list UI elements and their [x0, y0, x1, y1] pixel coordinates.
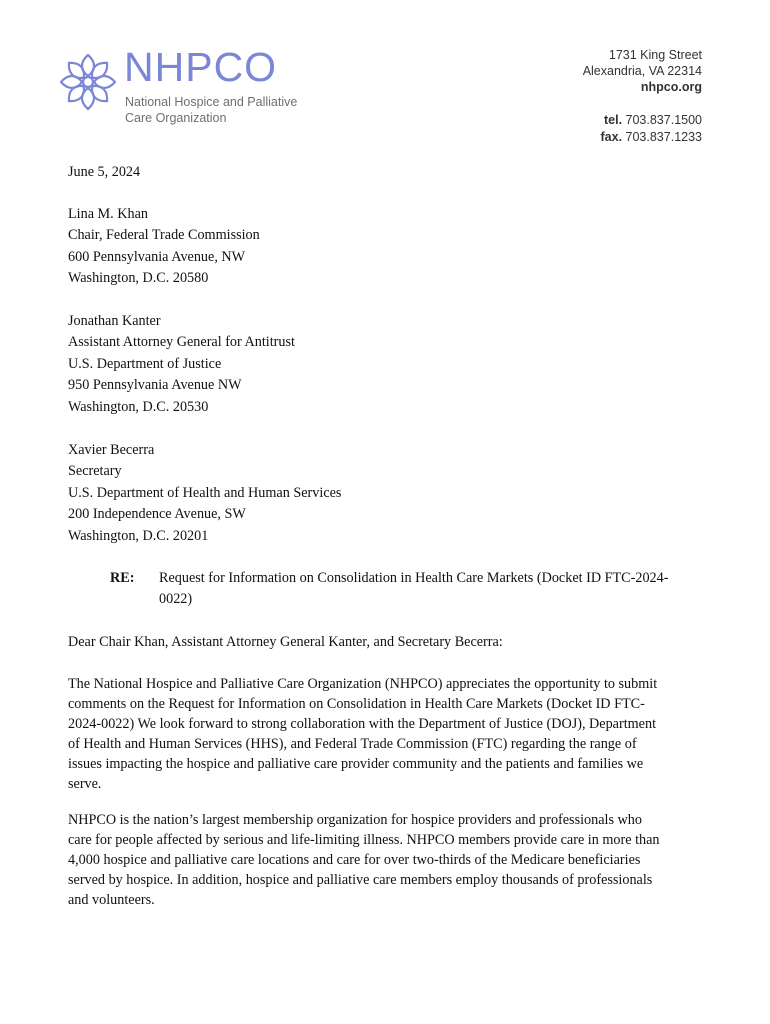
org-name-line-1: National Hospice and Palliative [125, 95, 298, 109]
recipient-block-kanter [68, 311, 295, 418]
recipient-block-becerra [68, 440, 341, 547]
recipient-line: Xavier Becerra [68, 442, 155, 458]
paragraph-line: and volunteers. [68, 891, 155, 908]
recipient-line: Lina M. Khan [68, 206, 148, 222]
recipient-line: 600 Pennsylvania Avenue, NW [68, 248, 246, 265]
recipient-line: 200 Independence Avenue, SW [68, 506, 246, 523]
recipient-line: Jonathan Kanter [68, 313, 161, 329]
paragraph-line: served by hospice. In addition, hospice and palliative care members employ thousands of professionals [68, 871, 653, 888]
paragraph-line: care for people affected by serious and life-limiting illness. NHPCO members provide care in more than [68, 831, 660, 848]
paragraph-line: 4,000 hospice and palliative care locations and care for over two-thirds of the Medicare beneficiaries [68, 851, 641, 868]
recipient-block-khan [68, 204, 260, 290]
letter-date: June 5, 2024 [68, 164, 141, 180]
recipient-line: Washington, D.C. 20580 [68, 270, 209, 287]
recipient-line: 950 Pennsylvania Avenue NW [68, 377, 242, 394]
re-label: RE: [110, 570, 135, 586]
nhpco-wordmark: NHPCO [124, 44, 278, 90]
recipient-line: Washington, D.C. 20530 [68, 398, 209, 415]
paragraph-line: of Health and Human Services (HHS), and Federal Trade Commission (FTC) regarding the range of [68, 735, 637, 752]
re-line-1: Request for Information on Consolidation in Health Care Markets (Docket ID FTC-2024- [159, 570, 669, 586]
paragraph-line: comments on the Request for Information on Consolidation in Health Care Markets (Docket ID FTC- [68, 695, 645, 712]
street-address: 1731 King Street [608, 48, 702, 62]
sender-address [583, 47, 702, 95]
re-line-2: 0022) [159, 591, 193, 608]
recipient-line: Washington, D.C. 20201 [68, 527, 209, 544]
paragraph-line: 2024-0022) We look forward to strong collaboration with the Department of Justice (DOJ), Department [68, 715, 657, 732]
sender-contact [601, 112, 703, 145]
recipient-line: U.S. Department of Health and Human Services [68, 484, 342, 501]
fax-number: 703.837.1233 [625, 129, 702, 144]
paragraph-line: The National Hospice and Palliative Care Organization (NHPCO) appreciates the opportunity to submit [68, 676, 658, 692]
fax-label: fax. [600, 129, 623, 144]
body-paragraph-1 [68, 675, 708, 794]
body-paragraph-2 [68, 811, 708, 911]
recipient-line: Chair, Federal Trade Commission [68, 227, 260, 244]
re-subject-text [159, 568, 709, 611]
paragraph-line: NHPCO is the nation’s largest membership organization for hospice providers and professionals who [68, 812, 642, 828]
org-name-line-2: Care Organization [125, 110, 227, 125]
fax-line [601, 129, 703, 146]
telephone-line [601, 112, 703, 129]
recipient-line: U.S. Department of Justice [68, 355, 222, 372]
recipient-line: Assistant Attorney General for Antitrust [68, 334, 295, 351]
salutation: Dear Chair Khan, Assistant Attorney General Kanter, and Secretary Becerra: [68, 634, 503, 650]
tel-number: 703.837.1500 [625, 113, 702, 127]
tel-label: tel. [603, 113, 623, 127]
city-state-zip: Alexandria, VA 22314 [582, 64, 702, 78]
recipient-line: Secretary [68, 463, 122, 480]
paragraph-line: issues impacting the hospice and palliative care provider community and the patients and families we [68, 755, 644, 772]
website-link[interactable]: nhpco.org [640, 80, 702, 94]
nhpco-flower-logo-icon [58, 52, 118, 112]
organization-name [125, 95, 297, 126]
paragraph-line: serve. [68, 775, 102, 792]
